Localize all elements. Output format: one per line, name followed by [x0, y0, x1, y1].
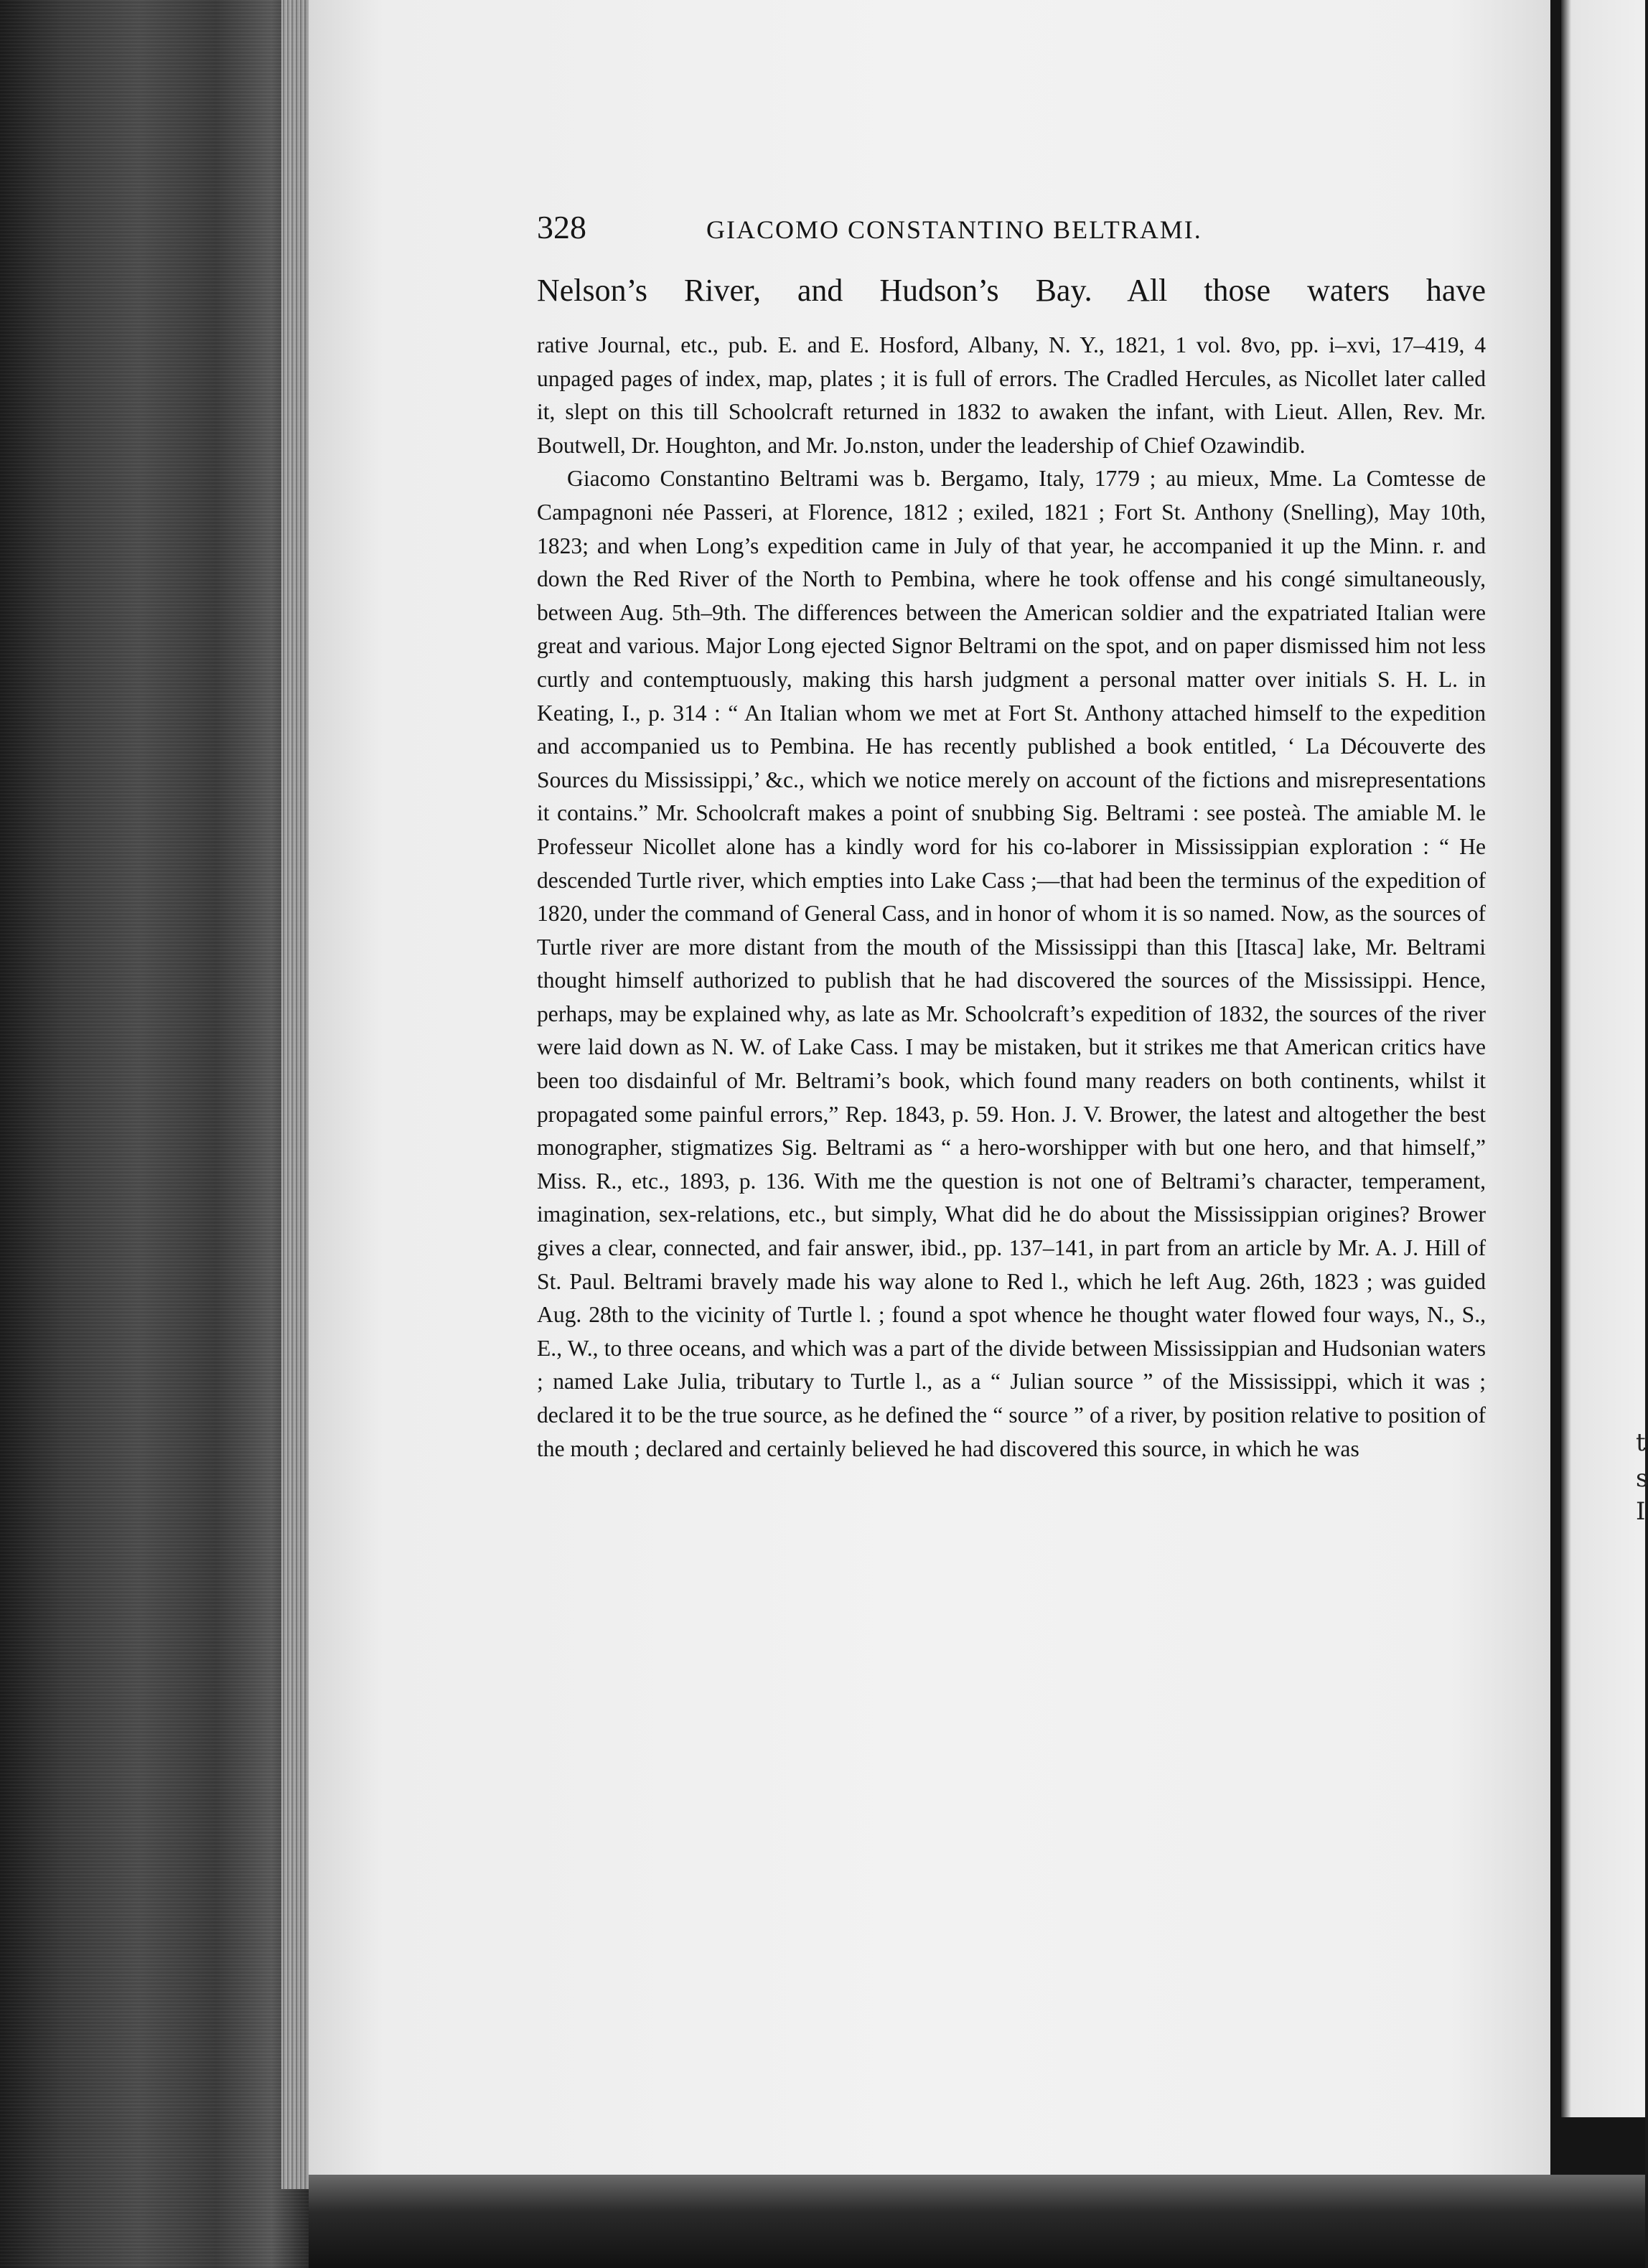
facing-page-fragment: t [1636, 1428, 1646, 1457]
page-text [537, 208, 1486, 1466]
page-number: 328 [537, 209, 586, 245]
body-text-line: Nelson’s River, and Hudson’s Bay. All those waters have [537, 273, 1486, 308]
facing-page-fragment: s [1636, 1464, 1648, 1493]
running-title: GIACOMO CONSTANTINO BELTRAMI. [706, 215, 1202, 244]
footnote-paragraph: rative Journal, etc., pub. E. and E. Hosford, Albany, N. Y., 1821, 1 vol. 8vo, pp. i–xvi, 17–419, 4 unpaged pages of index, map, plates ; it is full of errors. The Cradled Hercules, as Nicollet later called it, slept on this till Schoolcraft returned in 1832 to awaken the infant, with Lieut. Allen, Rev. Mr. Boutwell, Dr. Houghton, and Mr. Jo.nston, under the leadership of Chief Ozawindib. [537, 332, 1486, 458]
running-head [537, 208, 1486, 266]
facing-page-fragment: I [1636, 1497, 1646, 1526]
footnote-paragraph: Giacomo Constantino Beltrami was b. Bergamo, Italy, 1779 ; au mieux, Mme. La Comtesse de Campagnoni née Passeri, at Florence, 1812 ; exiled, 1821 ; Fort St. Anthony (Snelling), May 10th, 1823; and when Long’s expedition came in July of that year, he accompanied it up the Minn. r. and down the Red River of the North to Pembina, where he took offense and his congé simultaneously, between Aug. 5th–9th. The differences between the American soldier and the expatriated Italian were great and various. Major Long ejected Signor Beltrami on the spot, and on paper dismissed him not less curtly and contemptuously, making this harsh judgment a personal matter over initials S. H. L. in Keating, I., p. 314 : “ An Italian whom we met at Fort St. Anthony attached himself to the expedition and accompanied us to Pembina. He has recently published a book entitled, ‘ La Découverte des Sources du Mississippi,’ &c., which we notice merely on account of the fictions and misrepresentations it contains.” Mr. Schoolcraft makes a point of snubbing Sig. Beltrami : see posteà. The amiable M. le Professeur Nicollet alone has a kindly word for his co-laborer in Mississippian exploration : “ He descended Turtle river, which empties into Lake Cass ;—that had been the terminus of the expedition of 1820, under the command of General Cass, and in honor of whom it is so named. Now, as the sources of Turtle river are more distant from the mouth of the Mississippi than this [Itasca] lake, Mr. Beltrami thought himself authorized to publish that he had discovered the sources of the Mississippi. Hence, perhaps, may be explained why, as late as Mr. Schoolcraft’s expedition of 1832, the sources of the river were laid down as N. W. of Lake Cass. I may be mistaken, but it strikes me that American critics have been too disdainful of Mr. Beltrami’s book, which found many readers on both continents, whilst it propagated some painful errors,” Rep. 1843, p. 59. Hon. J. V. Brower, the latest and altogether the best monographer, stigmatizes Sig. Beltrami as “ a hero-worshipper with but one hero, and that himself,” Miss. R., etc., 1893, p. 136. With me the question is not one of Beltrami’s character, temperament, imagination, sex-relations, etc., but simply, What did he do about the Mississippian origines? Brower gives a clear, connected, and fair answer, ibid., pp. 137–141, in part from an article by Mr. A. J. Hill of St. Paul. Beltrami bravely made his way alone to Red l., which he left Aug. 26th, 1823 ; was guided Aug. 28th to the vicinity of Turtle l. ; found a spot whence he thought water flowed four ways, N., S., E., W., to three oceans, and which was a part of the divide between Mississippian and Hudsonian waters ; named Lake Julia, tributary to Turtle l., as a “ Julian source ” of the Mississippi, which it was ; declared it to be the true source, as he defined the “ source ” of a river, by position relative to position of the mouth ; declared and certainly believed he had discovered this source, in which he was [537, 466, 1486, 1461]
page-edges [281, 0, 310, 2189]
footnote [537, 329, 1486, 1466]
book-binding [0, 0, 309, 2268]
bottom-shadow [309, 2175, 1645, 2268]
facing-page-edge [1561, 0, 1648, 2117]
